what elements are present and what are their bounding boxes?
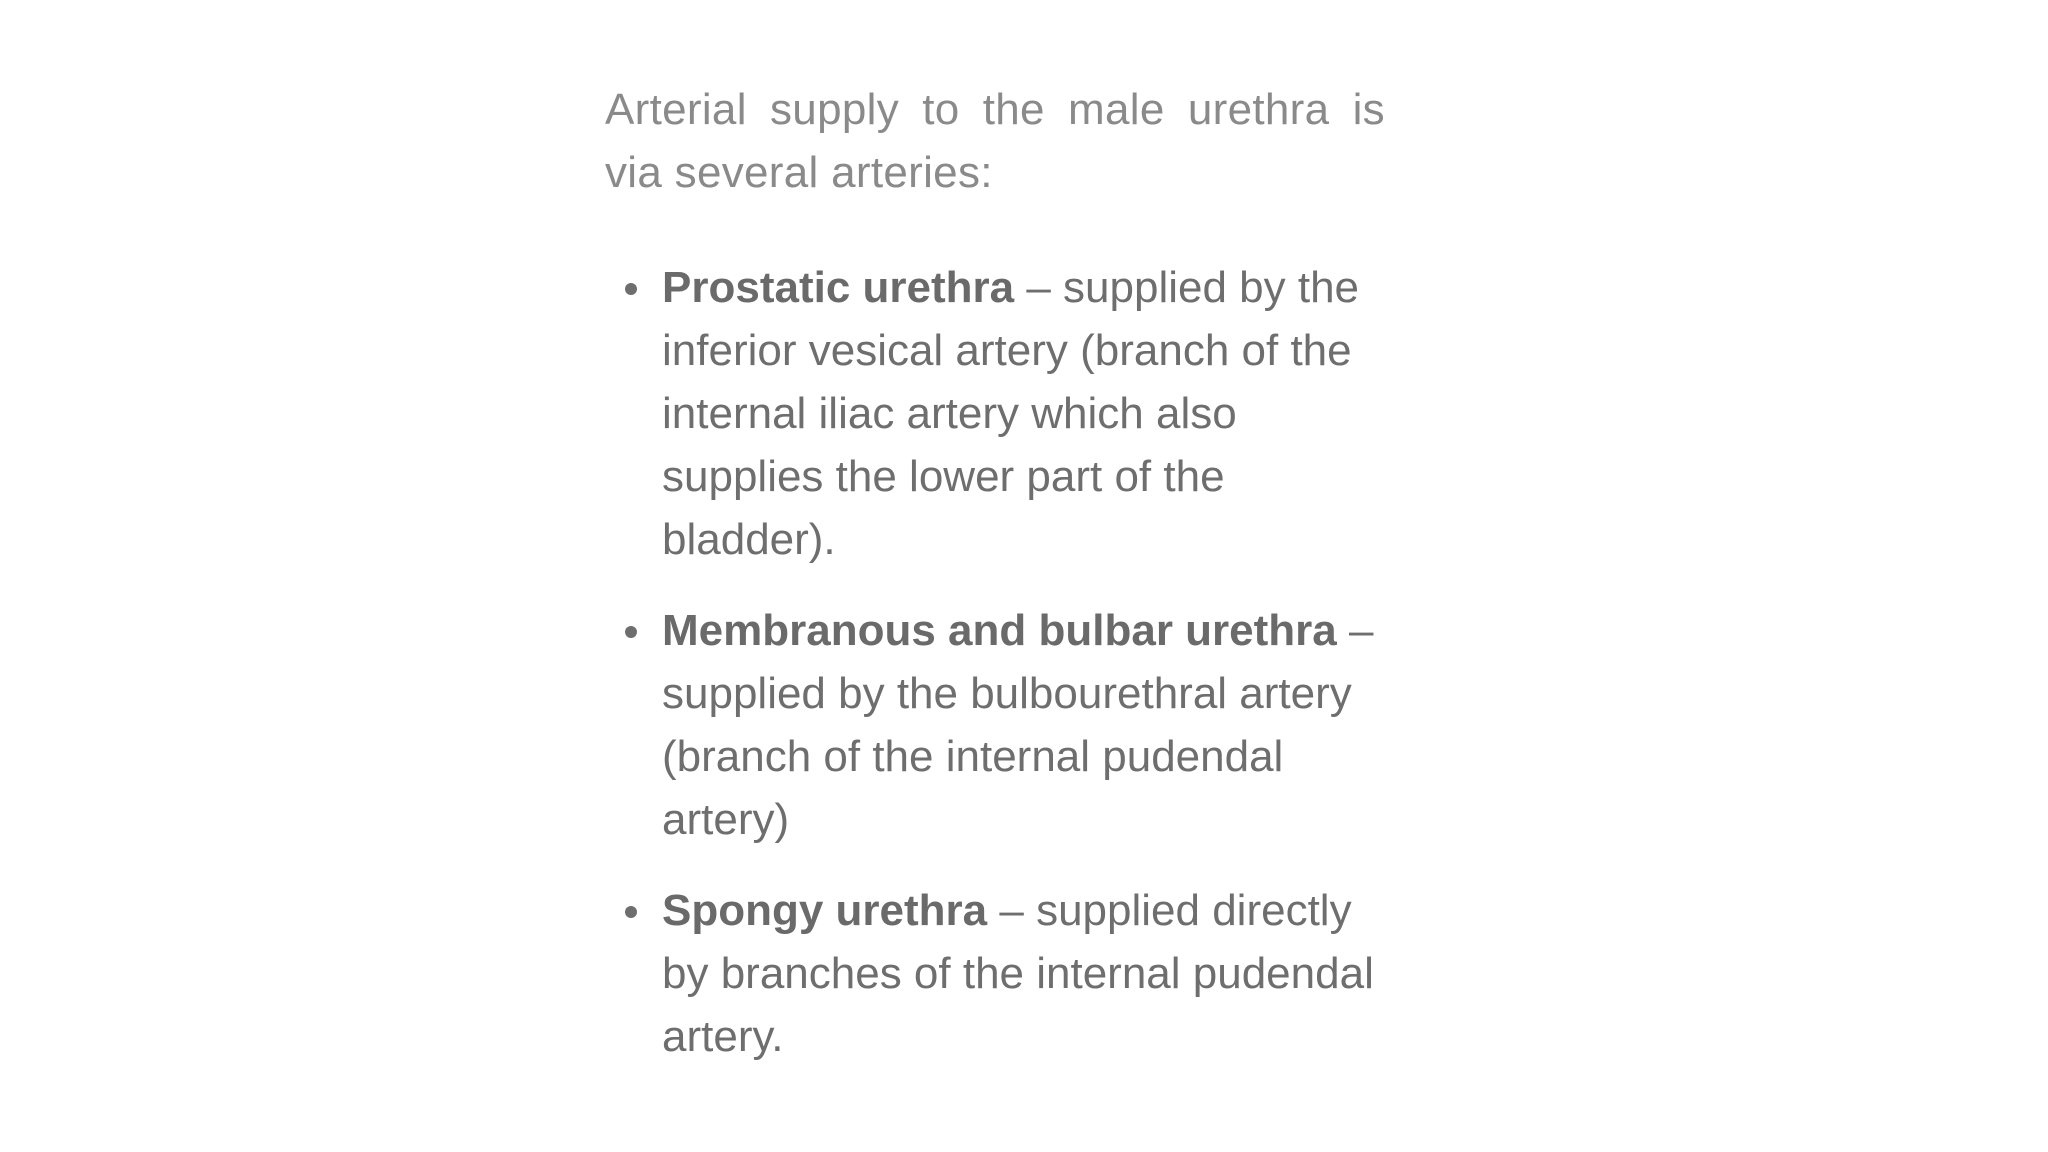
item-term: Prostatic urethra (662, 263, 1027, 312)
item-description: – supplied by the inferior vesical artery (branch of the internal iliac artery which also supplies the lower part of the bladder). (662, 263, 1360, 564)
item-description: – supplied by the bulbourethral artery (branch of the internal pudendal artery) (662, 606, 1374, 844)
bullet-icon (625, 283, 637, 295)
item-term: Spongy urethra (662, 886, 1000, 935)
list-item-spongy-urethra (662, 879, 1385, 1068)
bullet-icon (625, 906, 637, 918)
article-content (605, 78, 1385, 1096)
arterial-supply-list (605, 256, 1385, 1068)
bullet-icon (625, 626, 637, 638)
list-item-prostatic-urethra (662, 256, 1385, 571)
item-term: Membranous and bulbar urethra (662, 606, 1349, 655)
item-description: – supplied directly by branches of the internal pudendal artery. (662, 886, 1374, 1061)
intro-paragraph: Arterial supply to the male urethra is via several arteries: (605, 85, 1385, 197)
list-item-membranous-bulbar-urethra (662, 599, 1385, 851)
